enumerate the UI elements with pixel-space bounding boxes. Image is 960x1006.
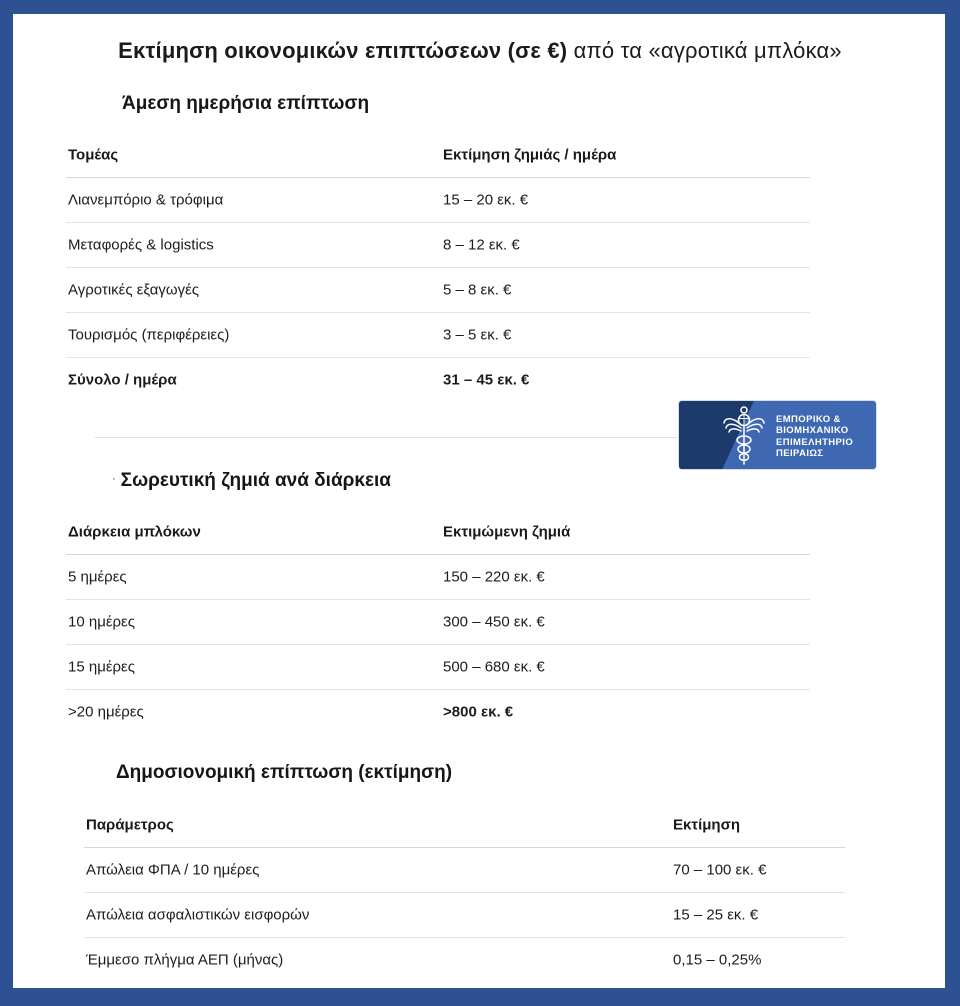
page-title [0,38,960,64]
column-header-sector: Τομέας [68,146,119,164]
column-header-parameter: Παράμετρος [86,816,174,834]
table-row [66,690,810,734]
fiscal-impact-table [84,803,845,982]
column-header-duration: Διάρκεια μπλόκων [68,523,201,541]
table-row [66,313,810,358]
table-row [66,178,810,223]
logo-text-line: ΕΠΙΜΕΛΗΤΗΡΙΟ [776,436,854,448]
table-row [66,645,810,690]
bullet-dot: · [112,473,116,485]
table-header-row [66,133,810,178]
row-label: 10 ημέρες [68,613,135,631]
column-header-estimated-damage: Εκτιμώμενη ζημιά [443,523,571,541]
daily-impact-table [66,133,810,402]
row-value: 5 – 8 εκ. € [443,281,512,299]
row-label: Λιανεμπόριο & τρόφιμα [68,191,224,209]
row-label: Τουρισμός (περιφέρειες) [68,326,230,344]
row-label: Απώλεια ΦΠΑ / 10 ημέρες [86,861,260,879]
section-heading-fiscal-impact: Δημοσιονομική επίπτωση (εκτίμηση) [116,762,453,783]
section-heading-daily-impact: Άμεση ημερήσια επίπτωση [122,93,370,114]
row-value: 70 – 100 εκ. € [673,861,767,879]
logo-text [776,414,853,459]
row-value: 31 – 45 εκ. € [443,371,530,389]
logo-text-line: ΠΕΙΡΑΙΩΣ [776,447,824,459]
row-value: 0,15 – 0,25% [673,951,762,969]
column-header-estimate: Εκτίμηση [673,816,740,834]
table-header-row [66,510,810,555]
row-value: 500 – 680 εκ. € [443,658,545,676]
logo-text-line: ΒΙΟΜΗΧΑΝΙΚΟ [776,425,849,437]
table-row [66,600,810,645]
row-value: 15 – 20 εκ. € [443,191,529,209]
table-header-row [84,803,845,848]
cumulative-damage-table [66,510,810,734]
row-label: Σύνολο / ημέρα [68,371,177,389]
table-row [84,893,845,938]
row-label: >20 ημέρες [68,703,144,721]
section-heading-cumulative-damage [112,470,391,492]
table-row [66,223,810,268]
page-title-regular: από τα «αγροτικά μπλόκα» [567,38,842,63]
row-label: Μεταφορές & logistics [68,236,214,254]
table-row [84,848,845,893]
row-value: 15 – 25 εκ. € [673,906,759,924]
row-label: Απώλεια ασφαλιστικών εισφορών [86,906,310,924]
row-value: 3 – 5 εκ. € [443,326,512,344]
caduceus-icon [722,404,766,466]
logo-text-line: ΕΜΠΟΡΙΚΟ & [776,414,841,425]
page-title-bold: Εκτίμηση οικονομικών επιπτώσεων (σε €) [118,38,568,63]
chamber-logo [679,401,876,469]
table-row [66,268,810,313]
section-heading-text: Σωρευτική ζημιά ανά διάρκεια [120,470,391,491]
row-label: Έμμεσο πλήγμα ΑΕΠ (μήνας) [86,951,284,969]
row-value: >800 εκ. € [443,703,514,721]
table-row [66,555,810,600]
row-label: 5 ημέρες [68,568,127,586]
column-header-damage-per-day: Εκτίμηση ζημιάς / ημέρα [443,146,617,164]
table-row [84,938,845,982]
row-value: 8 – 12 εκ. € [443,236,520,254]
table-row-total [66,358,810,402]
row-value: 150 – 220 εκ. € [443,568,545,586]
row-value: 300 – 450 εκ. € [443,613,545,631]
row-label: Αγροτικές εξαγωγές [68,281,200,299]
row-label: 15 ημέρες [68,658,135,676]
